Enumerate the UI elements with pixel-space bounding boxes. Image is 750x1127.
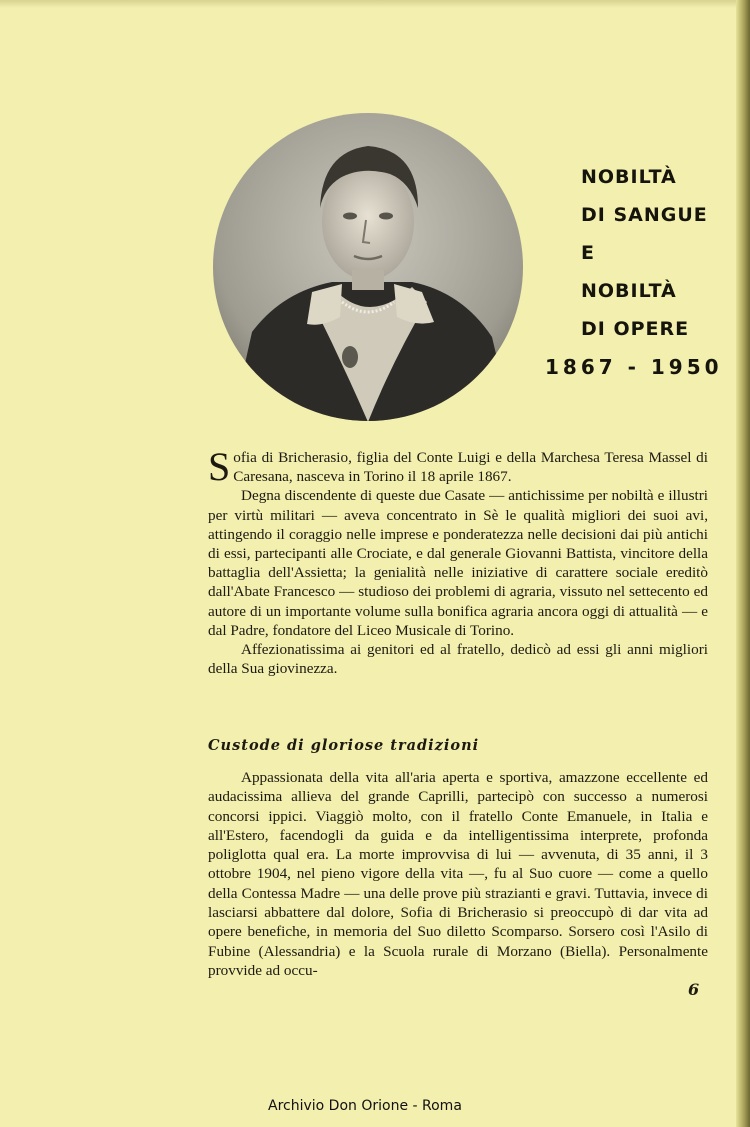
title-years: 1867 - 1950 (545, 355, 723, 379)
drop-cap: S (208, 444, 231, 489)
paragraph-2: Degna discendente di queste due Casate — antichissime per nobiltà e illustri per virtù militari — aveva concentrato in Sè le qualità migliori dei suoi avi, attingendo il coraggio nelle imprese e ponderatezza nelle decisioni dai più antichi di essi, partecipanti alle Crociate, e dal generale Giovanni Battista, vincitore della battaglia dell'Assietta; la genialità nelle iniziative di carattere sociale ereditò dall'Abate Francesco — studioso dei problemi di agraria, vissuto nel settecento ed autore di un importante volume sulla bonifica agraria ancora oggi di attualità — e dal Padre, fondatore del Liceo Musicale di Torino. (208, 487, 708, 639)
page-top-shadow (0, 0, 750, 8)
page-number: 6 (688, 980, 700, 999)
paragraph-1 (208, 444, 708, 489)
title-line-2: DI SANGUE (581, 204, 708, 226)
paragraph-3: Affezionatissima ai genitori ed al fratello, dedicò ad essi gli anni migliori della Sua giovinezza. (208, 641, 708, 678)
title-line-4: NOBILTÀ (581, 280, 677, 302)
section-heading: Custode di gloriose tradizioni (208, 737, 480, 754)
page-binding-edge (736, 0, 750, 1127)
intro-text (208, 444, 708, 678)
archive-watermark: Archivio Don Orione - Roma (268, 1098, 462, 1114)
title-line-1: NOBILTÀ (581, 166, 677, 188)
title-line-3: E (581, 242, 595, 264)
paragraph-4: Appassionata della vita all'aria aperta e sportiva, amazzone eccellente ed audacissima allieva del grande Caprilli, partecipò con successo a numerosi concorsi ippici. Viaggiò molto, con il fratello Conte Emanuele, in Italia e all'Estero, facendogli da guida e da intelligentissima interprete, profonda poliglotta qual era. La morte improvvisa di lui — avvenuta, di 35 anni, il 3 ottobre 1904, nel pieno vigore della vita —, fu al Suo cuore — come a quello della Contessa Madre — una delle prove più strazianti e gravi. Tuttavia, invece di lasciarsi abbattere dal dolore, Sofia di Bricherasio si preoccupò di dar vita ad opere benefiche, in memoria del Suo diletto Scomparso. Sorsero così l'Asilo di Fubine (Alessandria) e la Scuola rurale di Morzano (Biella). Personalmente provvide ad occu- (208, 769, 708, 979)
portrait-photo (212, 112, 524, 422)
title-line-5: DI OPERE (581, 318, 690, 340)
section-text (208, 768, 708, 980)
paragraph-1-text: ofia di Bricherasio, figlia del Conte Luigi e della Marchesa Teresa Massel di Caresana, nasceva in Torino il 18 aprile 1867. (233, 449, 708, 486)
